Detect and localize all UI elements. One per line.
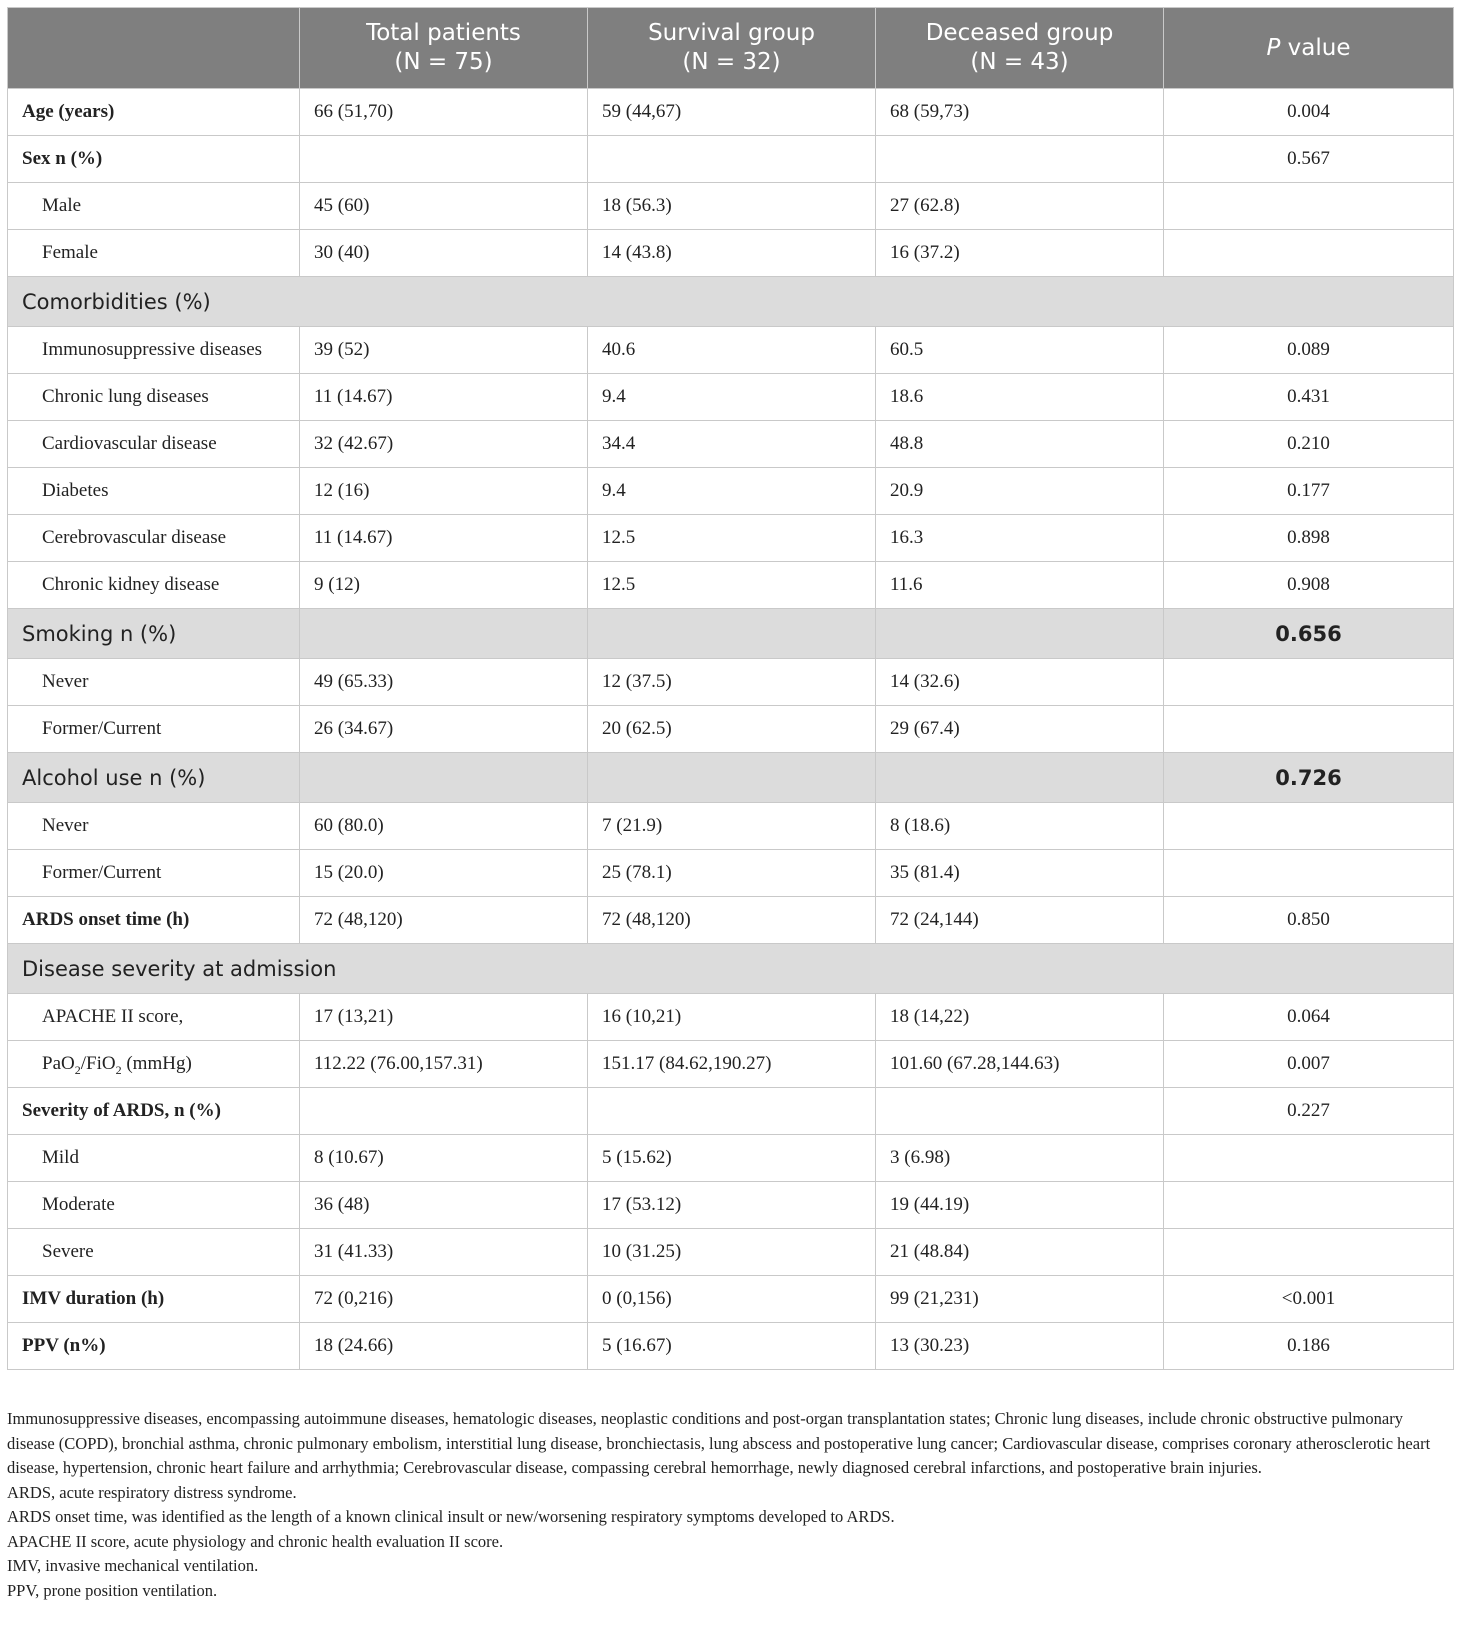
row-label: Severe	[8, 1229, 300, 1276]
cell-deceased: 18 (14,22)	[876, 994, 1164, 1041]
footnote-imv: IMV, invasive mechanical ventilation.	[7, 1556, 259, 1575]
cell-p-value	[1164, 850, 1454, 897]
cell-deceased: 72 (24,144)	[876, 897, 1164, 944]
cell-p-value: 0.908	[1164, 562, 1454, 609]
row-label: Former/Current	[8, 850, 300, 897]
row-label: PaO$_2$/FiO$_2$ (mmHg)	[8, 1041, 300, 1088]
cell-total	[300, 753, 588, 803]
cell-survival: 10 (31.25)	[588, 1229, 876, 1276]
cell-p-value	[1164, 659, 1454, 706]
table-row	[8, 515, 1454, 562]
footnote-definitions: Immunosuppressive diseases, encompassing autoimmune diseases, hematologic diseases, neoplastic conditions and post-organ transplantation states; Chronic lung diseases, include chronic obstructive pulmonary disease (COPD), bronchial asthma, chronic pulmonary embolism, interstitial lung disease, bronchiectasis, lung abscess and postoperative lung cancer; Cardiovascular disease, comprises coronary atherosclerotic heart disease, hypertension, chronic heart failure and arrhythmia; Cerebrovascular disease, compassing cerebral hemorrhage, newly diagnosed cerebral infarctions, and postoperative brain injuries.	[7, 1409, 1431, 1477]
header-blank	[8, 8, 300, 89]
cell-deceased: 3 (6.98)	[876, 1135, 1164, 1182]
cell-p-value	[1164, 183, 1454, 230]
cell-deceased: 35 (81.4)	[876, 850, 1164, 897]
cell-survival: 9.4	[588, 374, 876, 421]
cell-survival: 34.4	[588, 421, 876, 468]
cell-deceased	[876, 609, 1164, 659]
row-label: Never	[8, 803, 300, 850]
row-label: Age (years)	[8, 89, 300, 136]
table-row	[8, 136, 1454, 183]
footnote-onset: ARDS onset time, was identified as the length of a known clinical insult or new/worsening respiratory symptoms developed to ARDS.	[7, 1507, 895, 1526]
patient-characteristics-table	[7, 7, 1454, 1370]
cell-p-value: <0.001	[1164, 1276, 1454, 1323]
cell-p-value: 0.656	[1164, 609, 1454, 659]
cell-deceased: 8 (18.6)	[876, 803, 1164, 850]
cell-survival	[588, 1088, 876, 1135]
cell-deceased	[876, 136, 1164, 183]
table-row	[8, 994, 1454, 1041]
footnote-ppv: PPV, prone position ventilation.	[7, 1580, 218, 1600]
cell-total: 30 (40)	[300, 230, 588, 277]
cell-survival: 16 (10,21)	[588, 994, 876, 1041]
cell-deceased: 99 (21,231)	[876, 1276, 1164, 1323]
cell-p-value: 0.064	[1164, 994, 1454, 1041]
cell-p-value	[1164, 1182, 1454, 1229]
row-label: Cerebrovascular disease	[8, 515, 300, 562]
row-label: ARDS onset time (h)	[8, 897, 300, 944]
cell-deceased: 11.6	[876, 562, 1164, 609]
cell-total: 26 (34.67)	[300, 706, 588, 753]
cell-survival	[588, 609, 876, 659]
cell-deceased: 16 (37.2)	[876, 230, 1164, 277]
row-label: Female	[8, 230, 300, 277]
header-deceased-group: Deceased group (N = 43)	[876, 8, 1164, 89]
cell-survival: 5 (15.62)	[588, 1135, 876, 1182]
section-label: Alcohol use n (%)	[8, 753, 300, 803]
cell-p-value	[1164, 706, 1454, 753]
cell-deceased: 101.60 (67.28,144.63)	[876, 1041, 1164, 1088]
table-row	[8, 1323, 1454, 1370]
cell-survival: 5 (16.67)	[588, 1323, 876, 1370]
row-label: IMV duration (h)	[8, 1276, 300, 1323]
cell-p-value	[1164, 1135, 1454, 1182]
cell-survival: 0 (0,156)	[588, 1276, 876, 1323]
cell-deceased: 48.8	[876, 421, 1164, 468]
cell-total: 8 (10.67)	[300, 1135, 588, 1182]
cell-survival: 12 (37.5)	[588, 659, 876, 706]
table-row	[8, 1135, 1454, 1182]
cell-p-value: 0.177	[1164, 468, 1454, 515]
cell-total: 15 (20.0)	[300, 850, 588, 897]
cell-p-value	[1164, 1229, 1454, 1276]
cell-deceased	[876, 753, 1164, 803]
row-label: APACHE II score,	[8, 994, 300, 1041]
table-row	[8, 230, 1454, 277]
table-row	[8, 1182, 1454, 1229]
row-label: PPV (n%)	[8, 1323, 300, 1370]
section-label: Comorbidities (%)	[8, 277, 1454, 327]
header-p-value: P value	[1164, 8, 1454, 89]
table-row	[8, 421, 1454, 468]
row-label: Former/Current	[8, 706, 300, 753]
cell-total	[300, 609, 588, 659]
cell-deceased	[876, 1088, 1164, 1135]
header-total-patients: Total patients (N = 75)	[300, 8, 588, 89]
section-row-alcohol	[8, 753, 1454, 803]
row-label: Male	[8, 183, 300, 230]
cell-total	[300, 136, 588, 183]
cell-p-value: 0.898	[1164, 515, 1454, 562]
cell-total: 45 (60)	[300, 183, 588, 230]
cell-p-value	[1164, 803, 1454, 850]
row-label: Mild	[8, 1135, 300, 1182]
cell-deceased: 27 (62.8)	[876, 183, 1164, 230]
row-label: Never	[8, 659, 300, 706]
cell-p-value: 0.089	[1164, 327, 1454, 374]
footnote-ards: ARDS, acute respiratory distress syndrome.	[7, 1482, 297, 1502]
cell-total	[300, 1088, 588, 1135]
cell-deceased: 14 (32.6)	[876, 659, 1164, 706]
cell-survival	[588, 753, 876, 803]
cell-p-value: 0.007	[1164, 1041, 1454, 1088]
table-footnotes	[7, 1407, 1453, 1603]
cell-p-value: 0.227	[1164, 1088, 1454, 1135]
cell-survival: 17 (53.12)	[588, 1182, 876, 1229]
row-label: Chronic lung diseases	[8, 374, 300, 421]
cell-survival: 9.4	[588, 468, 876, 515]
cell-survival: 25 (78.1)	[588, 850, 876, 897]
cell-total: 112.22 (76.00,157.31)	[300, 1041, 588, 1088]
section-row-smoking	[8, 609, 1454, 659]
table-row	[8, 562, 1454, 609]
cell-deceased: 60.5	[876, 327, 1164, 374]
cell-survival: 40.6	[588, 327, 876, 374]
cell-total: 60 (80.0)	[300, 803, 588, 850]
data-table-container	[7, 7, 1453, 1370]
cell-deceased: 29 (67.4)	[876, 706, 1164, 753]
cell-deceased: 68 (59,73)	[876, 89, 1164, 136]
row-label: Moderate	[8, 1182, 300, 1229]
cell-survival: 14 (43.8)	[588, 230, 876, 277]
section-label: Disease severity at admission	[8, 944, 1454, 994]
cell-survival: 12.5	[588, 562, 876, 609]
cell-total: 72 (48,120)	[300, 897, 588, 944]
cell-total: 72 (0,216)	[300, 1276, 588, 1323]
row-label: Cardiovascular disease	[8, 421, 300, 468]
cell-deceased: 16.3	[876, 515, 1164, 562]
table-row	[8, 183, 1454, 230]
cell-deceased: 20.9	[876, 468, 1164, 515]
cell-deceased: 18.6	[876, 374, 1164, 421]
cell-total: 31 (41.33)	[300, 1229, 588, 1276]
cell-p-value: 0.850	[1164, 897, 1454, 944]
cell-deceased: 13 (30.23)	[876, 1323, 1164, 1370]
table-row	[8, 1088, 1454, 1135]
table-row	[8, 1229, 1454, 1276]
section-row-disease-severity	[8, 944, 1454, 994]
table-row	[8, 803, 1454, 850]
section-label: Smoking n (%)	[8, 609, 300, 659]
table-row	[8, 1041, 1454, 1088]
cell-total: 11 (14.67)	[300, 515, 588, 562]
row-label: Chronic kidney disease	[8, 562, 300, 609]
cell-p-value: 0.210	[1164, 421, 1454, 468]
cell-total: 12 (16)	[300, 468, 588, 515]
cell-survival	[588, 136, 876, 183]
cell-survival: 12.5	[588, 515, 876, 562]
cell-p-value: 0.186	[1164, 1323, 1454, 1370]
cell-p-value: 0.004	[1164, 89, 1454, 136]
table-row	[8, 706, 1454, 753]
cell-p-value: 0.431	[1164, 374, 1454, 421]
cell-p-value: 0.567	[1164, 136, 1454, 183]
cell-total: 49 (65.33)	[300, 659, 588, 706]
cell-survival: 7 (21.9)	[588, 803, 876, 850]
cell-total: 66 (51,70)	[300, 89, 588, 136]
cell-survival: 59 (44,67)	[588, 89, 876, 136]
row-label: Immunosuppressive diseases	[8, 327, 300, 374]
cell-survival: 151.17 (84.62,190.27)	[588, 1041, 876, 1088]
cell-total: 17 (13,21)	[300, 994, 588, 1041]
cell-p-value	[1164, 230, 1454, 277]
header-survival-group: Survival group (N = 32)	[588, 8, 876, 89]
cell-total: 36 (48)	[300, 1182, 588, 1229]
table-header-row	[8, 8, 1454, 89]
row-label: Sex n (%)	[8, 136, 300, 183]
cell-total: 11 (14.67)	[300, 374, 588, 421]
cell-total: 32 (42.67)	[300, 421, 588, 468]
cell-p-value: 0.726	[1164, 753, 1454, 803]
table-row	[8, 850, 1454, 897]
row-label: Severity of ARDS, n (%)	[8, 1088, 300, 1135]
table-row	[8, 1276, 1454, 1323]
cell-total: 9 (12)	[300, 562, 588, 609]
cell-total: 18 (24.66)	[300, 1323, 588, 1370]
table-row	[8, 374, 1454, 421]
section-row-comorbidities	[8, 277, 1454, 327]
cell-deceased: 19 (44.19)	[876, 1182, 1164, 1229]
cell-total: 39 (52)	[300, 327, 588, 374]
cell-survival: 18 (56.3)	[588, 183, 876, 230]
cell-survival: 20 (62.5)	[588, 706, 876, 753]
table-row	[8, 468, 1454, 515]
footnote-apache: APACHE II score, acute physiology and chronic health evaluation II score.	[7, 1531, 504, 1551]
table-row	[8, 897, 1454, 944]
cell-survival: 72 (48,120)	[588, 897, 876, 944]
table-row	[8, 327, 1454, 374]
table-row	[8, 89, 1454, 136]
row-label: Diabetes	[8, 468, 300, 515]
table-row	[8, 659, 1454, 706]
cell-deceased: 21 (48.84)	[876, 1229, 1164, 1276]
